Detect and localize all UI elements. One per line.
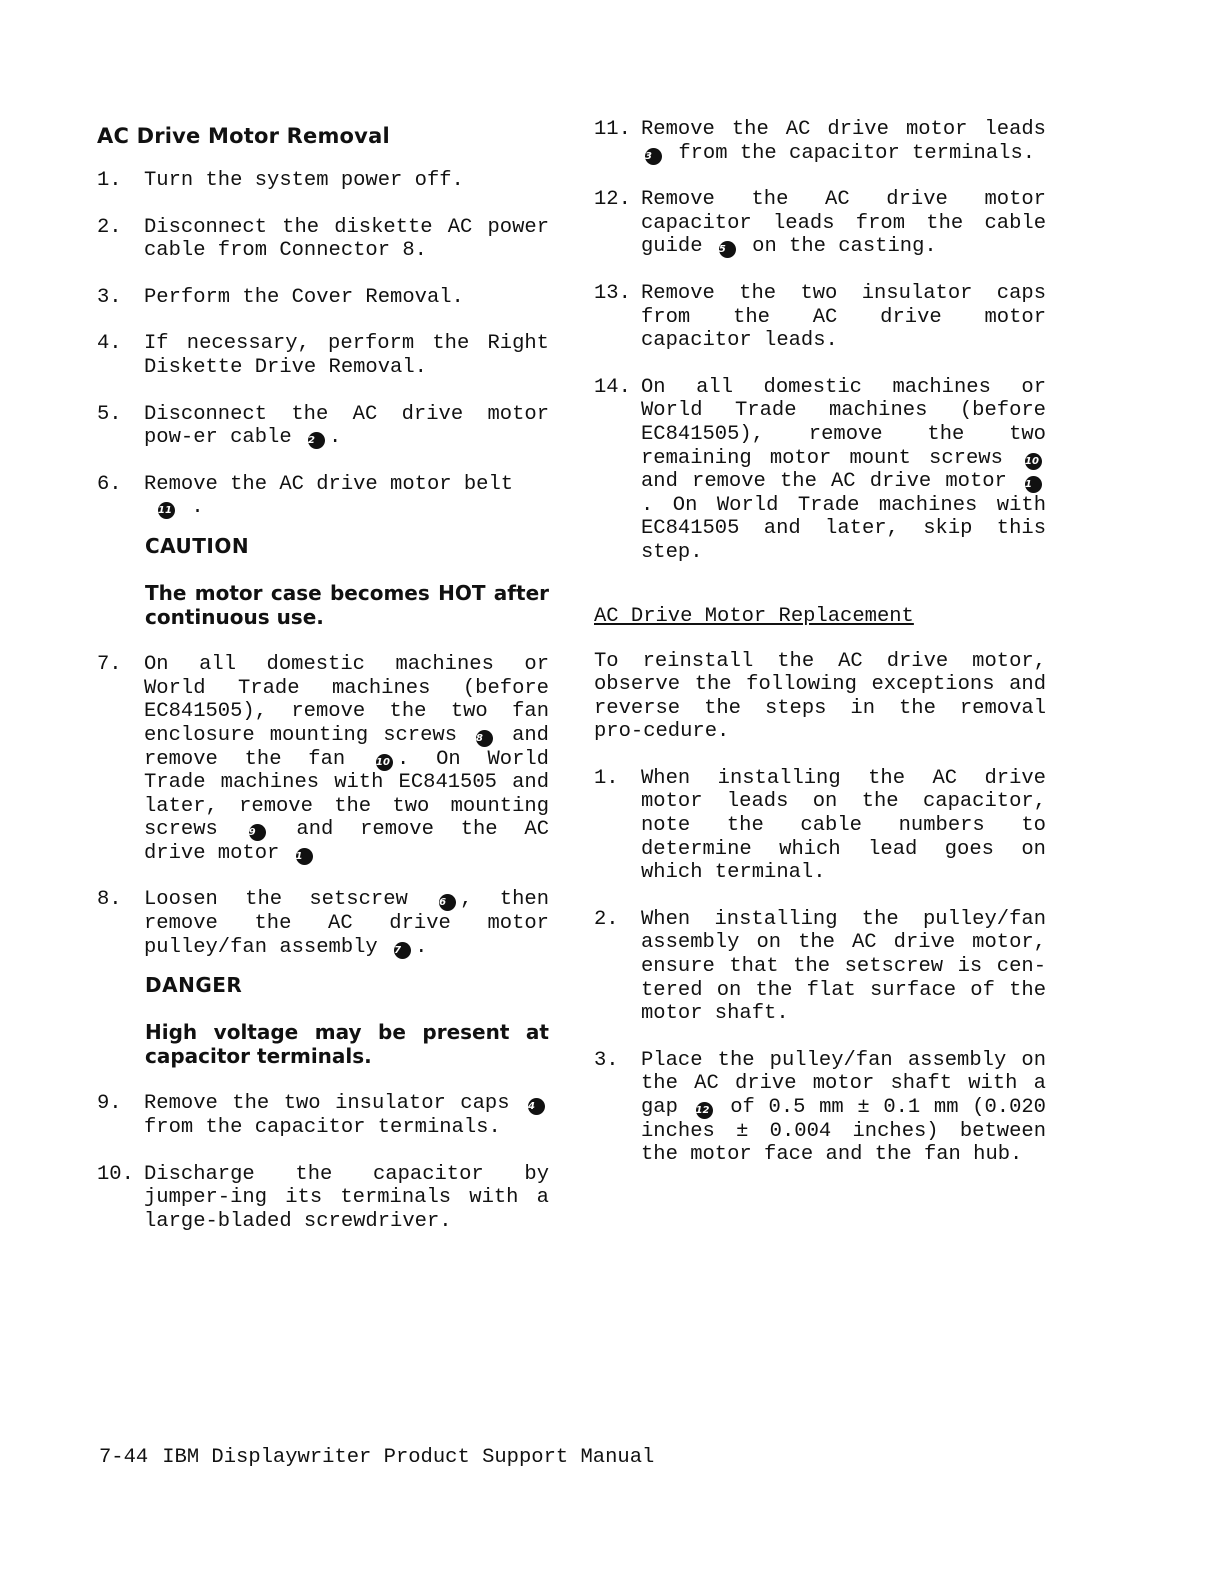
page-footer — [99, 1446, 668, 1469]
removal-step-10: 10. Discharge the capacitor by jumper-ing its terminals with a large-bladed screwdriver. — [97, 1162, 549, 1233]
removal-step-9: 9. Remove the two insulator caps 4 from the capacitor terminals. — [97, 1092, 549, 1139]
left-column — [97, 118, 549, 1256]
callout-marker: 5 — [719, 241, 736, 258]
caution-text: The motor case becomes HOT after continuous use. — [145, 580, 549, 629]
right-column — [594, 118, 1046, 1190]
removal-step-13: 13. Remove the two insulator caps from the AC drive motor capacitor leads. — [594, 281, 1046, 353]
callout-marker: 7 — [394, 942, 411, 959]
removal-step-14: 14. On all domestic machines or World Trade machines (before EC841505), remove the two remaining motor mount screws 10 and remove the AC drive motor 1. On World Trade machines with EC841505 and later, skip this step. — [594, 375, 1046, 564]
callout-marker: 11 — [158, 502, 175, 519]
caution-heading: CAUTION — [145, 533, 250, 558]
removal-step-4: 4. If necessary, perform the Right Diskette Drive Removal. — [97, 332, 549, 379]
removal-step-8: 8. Loosen the setscrew 6 , then remove the AC drive motor pulley/fan assembly 7 . — [97, 888, 549, 959]
callout-marker: 10 — [376, 754, 393, 771]
callout-marker: 10 — [1025, 453, 1042, 470]
replacement-step-2: 2. When installing the pulley/fan assembly on the AC drive motor, ensure that the setscrew is cen-tered on the flat surface of the motor shaft. — [594, 907, 1046, 1026]
callout-marker: 9 — [249, 824, 266, 841]
callout-marker: 1 — [296, 848, 313, 865]
replacement-step-3: 3. Place the pulley/fan assembly on the AC drive motor shaft with a gap 12 of 0.5 mm ± 0.1 mm (0.020 inches ± 0.004 inches) between the motor face and the fan hub. — [594, 1048, 1046, 1167]
callout-marker: 2 — [308, 432, 325, 449]
removal-step-7: 7. On all domestic machines or World Trade machines (before EC841505), remove the two fan enclosure mounting screws 8 and remove the fan 10 . On World Trade machines with EC841505 and later, remove the two mounting screws 9 and remove the AC drive motor 1 — [97, 653, 549, 865]
danger-heading: DANGER — [145, 973, 243, 998]
manual-title: IBM Displaywriter Product Support Manual — [162, 1446, 655, 1469]
callout-marker: 6 — [439, 894, 456, 911]
removal-step-1: 1. Turn the system power off. — [97, 169, 464, 192]
removal-step-11: 11. Remove the AC drive motor leads 3 from the capacitor terminals. — [594, 118, 1046, 165]
danger-text: High voltage may be present at capacitor terminals. — [145, 1020, 549, 1068]
removal-step-2: 2. Disconnect the diskette AC power cable from Connector 8. — [97, 215, 549, 263]
callout-marker: 3 — [645, 148, 662, 165]
page-number: 7-44 — [99, 1446, 149, 1469]
replacement-intro: To reinstall the AC drive motor, observe the following exceptions and reverse the steps in the removal pro-cedure. — [594, 649, 1046, 744]
replacement-step-1: 1. When installing the AC drive motor leads on the capacitor, note the cable numbers to determine which lead goes on which terminal. — [594, 766, 1046, 885]
removal-step-3: 3. Perform the Cover Removal. — [97, 285, 464, 309]
removal-step-5: 5. Disconnect the AC drive motor pow-er cable 2 . — [97, 402, 549, 450]
removal-step-12: 12. Remove the AC drive motor capacitor leads from the cable guide 5 on the casting. — [594, 188, 1046, 259]
callout-marker: 8 — [476, 730, 493, 747]
callout-marker: 12 — [696, 1102, 713, 1119]
callout-marker: 1 — [1025, 476, 1042, 493]
callout-marker: 4 — [528, 1098, 545, 1115]
removal-title: AC Drive Motor Removal — [97, 124, 390, 148]
replacement-title: AC Drive Motor Replacement — [594, 604, 914, 628]
removal-step-6: 6. Remove the AC drive motor belt 11 . — [97, 472, 514, 520]
